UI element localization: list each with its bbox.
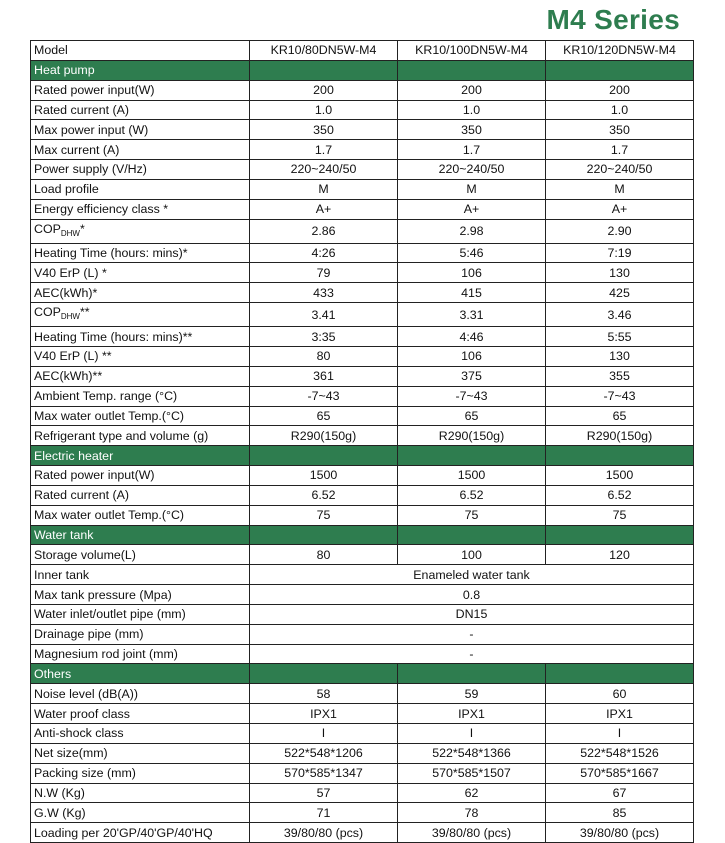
table-row [31, 783, 694, 803]
row-value: A+ [398, 199, 546, 219]
section-header-row [31, 664, 694, 684]
row-value: 570*585*1507 [398, 763, 546, 783]
row-value: 2.90 [546, 219, 694, 243]
row-value: 3:35 [250, 327, 398, 347]
row-label: Heating Time (hours: mins)* [31, 243, 250, 263]
row-label: Max water outlet Temp.(°C) [31, 505, 250, 525]
row-value: M [398, 179, 546, 199]
row-value: I [398, 724, 546, 744]
table-row [31, 120, 694, 140]
row-label-subscript: DHW [60, 228, 80, 238]
row-value: R290(150g) [250, 426, 398, 446]
row-value: A+ [546, 199, 694, 219]
table-row [31, 140, 694, 160]
table-row [31, 743, 694, 763]
row-label: V40 ErP (L) * [31, 263, 250, 283]
row-value: 350 [546, 120, 694, 140]
row-value: 71 [250, 803, 398, 823]
row-label-suffix: * [79, 221, 85, 236]
table-row [31, 80, 694, 100]
table-row [31, 263, 694, 283]
table-row [31, 179, 694, 199]
row-label-subscript: DHW [60, 312, 80, 322]
row-label: Storage volume(L) [31, 545, 250, 565]
row-value: 59 [398, 684, 546, 704]
row-value: 60 [546, 684, 694, 704]
row-value: 39/80/80 (pcs) [398, 823, 546, 843]
section-fill-cell [546, 60, 694, 80]
model-header-2: KR10/100DN5W-M4 [398, 41, 546, 61]
row-label: Load profile [31, 179, 250, 199]
row-value: 425 [546, 283, 694, 303]
row-value: 1.0 [250, 100, 398, 120]
row-value-merged: - [250, 644, 694, 664]
row-value-merged: DN15 [250, 604, 694, 624]
section-title: Heat pump [31, 60, 250, 80]
row-label: Net size(mm) [31, 743, 250, 763]
row-label: Max power input (W) [31, 120, 250, 140]
table-row [31, 386, 694, 406]
row-value: 1.0 [546, 100, 694, 120]
row-label: Rated power input(W) [31, 80, 250, 100]
row-value: 220~240/50 [398, 160, 546, 180]
row-value: 375 [398, 366, 546, 386]
row-value: 522*548*1526 [546, 743, 694, 763]
section-fill-cell [250, 446, 398, 466]
row-value: I [250, 724, 398, 744]
row-value: 5:46 [398, 243, 546, 263]
model-header-label: Model [31, 41, 250, 61]
table-row [31, 704, 694, 724]
row-value: 79 [250, 263, 398, 283]
row-label-suffix: ** [79, 305, 90, 320]
row-label: Inner tank [31, 565, 250, 585]
row-label-text: COP [34, 305, 61, 320]
row-value: -7~43 [398, 386, 546, 406]
section-fill-cell [250, 525, 398, 545]
section-fill-cell [546, 525, 694, 545]
row-value: 200 [250, 80, 398, 100]
row-label: Energy efficiency class * [31, 199, 250, 219]
row-value: R290(150g) [398, 426, 546, 446]
row-value: 1.7 [398, 140, 546, 160]
row-value: 1500 [398, 466, 546, 486]
row-value: 6.52 [398, 485, 546, 505]
section-fill-cell [546, 664, 694, 684]
row-label: AEC(kWh)** [31, 366, 250, 386]
row-label [31, 219, 250, 243]
row-label: Water proof class [31, 704, 250, 724]
table-row [31, 366, 694, 386]
row-label: Max tank pressure (Mpa) [31, 585, 250, 605]
section-title: Others [31, 664, 250, 684]
model-header-1: KR10/80DN5W-M4 [250, 41, 398, 61]
row-label: Drainage pipe (mm) [31, 624, 250, 644]
section-fill-cell [398, 525, 546, 545]
row-value: 39/80/80 (pcs) [250, 823, 398, 843]
row-value: 65 [250, 406, 398, 426]
model-header-3: KR10/120DN5W-M4 [546, 41, 694, 61]
row-value: -7~43 [546, 386, 694, 406]
spec-table-body [31, 41, 694, 843]
row-value: 78 [398, 803, 546, 823]
row-value: 5:55 [546, 327, 694, 347]
row-value: 62 [398, 783, 546, 803]
row-value: 522*548*1206 [250, 743, 398, 763]
row-value: 1.0 [398, 100, 546, 120]
row-value: 570*585*1347 [250, 763, 398, 783]
row-value: 4:26 [250, 243, 398, 263]
row-value: 75 [546, 505, 694, 525]
table-row [31, 243, 694, 263]
row-value: 200 [398, 80, 546, 100]
row-label: Anti-shock class [31, 724, 250, 744]
table-row [31, 100, 694, 120]
row-value: 200 [546, 80, 694, 100]
row-label [31, 303, 250, 327]
row-value: 3.31 [398, 303, 546, 327]
row-label: Refrigerant type and volume (g) [31, 426, 250, 446]
row-value: IPX1 [250, 704, 398, 724]
row-value-merged: - [250, 624, 694, 644]
row-value: 6.52 [546, 485, 694, 505]
row-label: Water inlet/outlet pipe (mm) [31, 604, 250, 624]
row-value: 350 [250, 120, 398, 140]
table-row [31, 823, 694, 843]
row-value: 65 [398, 406, 546, 426]
row-value: -7~43 [250, 386, 398, 406]
row-value: 4:46 [398, 327, 546, 347]
table-row [31, 485, 694, 505]
section-fill-cell [250, 60, 398, 80]
table-row [31, 303, 694, 327]
table-row [31, 724, 694, 744]
row-value: 220~240/50 [546, 160, 694, 180]
table-row [31, 545, 694, 565]
spec-table [30, 40, 694, 843]
table-row [31, 199, 694, 219]
row-label: G.W (Kg) [31, 803, 250, 823]
row-label: Heating Time (hours: mins)** [31, 327, 250, 347]
row-value: 3.41 [250, 303, 398, 327]
row-value: 350 [398, 120, 546, 140]
row-label: Rated power input(W) [31, 466, 250, 486]
row-value: IPX1 [546, 704, 694, 724]
row-value: 1.7 [546, 140, 694, 160]
row-label: Magnesium rod joint (mm) [31, 644, 250, 664]
row-label: Rated current (A) [31, 485, 250, 505]
table-row [31, 283, 694, 303]
table-row [31, 406, 694, 426]
row-value: A+ [250, 199, 398, 219]
table-row [31, 644, 694, 664]
row-value: 361 [250, 366, 398, 386]
row-value: 2.98 [398, 219, 546, 243]
row-value: 75 [250, 505, 398, 525]
table-row [31, 505, 694, 525]
row-value: 106 [398, 346, 546, 366]
row-label: Max water outlet Temp.(°C) [31, 406, 250, 426]
table-row [31, 624, 694, 644]
row-value: M [546, 179, 694, 199]
row-value: 130 [546, 346, 694, 366]
row-label: Noise level (dB(A)) [31, 684, 250, 704]
row-label: Ambient Temp. range (°C) [31, 386, 250, 406]
row-value: 58 [250, 684, 398, 704]
row-value: 1500 [546, 466, 694, 486]
section-header-row [31, 446, 694, 466]
table-row [31, 466, 694, 486]
section-title: Electric heater [31, 446, 250, 466]
row-value: 130 [546, 263, 694, 283]
table-row [31, 346, 694, 366]
table-row [31, 426, 694, 446]
section-fill-cell [398, 664, 546, 684]
row-value: 39/80/80 (pcs) [546, 823, 694, 843]
table-row [31, 327, 694, 347]
row-value: 6.52 [250, 485, 398, 505]
section-fill-cell [250, 664, 398, 684]
row-value: 120 [546, 545, 694, 565]
section-header-row [31, 525, 694, 545]
row-value: 7:19 [546, 243, 694, 263]
table-row [31, 160, 694, 180]
row-value: 433 [250, 283, 398, 303]
row-value-merged: 0.8 [250, 585, 694, 605]
table-row [31, 763, 694, 783]
row-value: 2.86 [250, 219, 398, 243]
row-value: 522*548*1366 [398, 743, 546, 763]
row-value: 1500 [250, 466, 398, 486]
table-row [31, 604, 694, 624]
table-row [31, 684, 694, 704]
row-value: 75 [398, 505, 546, 525]
row-label: N.W (Kg) [31, 783, 250, 803]
header-row [31, 41, 694, 61]
row-value: IPX1 [398, 704, 546, 724]
row-label: AEC(kWh)* [31, 283, 250, 303]
row-value: 57 [250, 783, 398, 803]
row-value: 3.46 [546, 303, 694, 327]
row-value: I [546, 724, 694, 744]
section-fill-cell [398, 60, 546, 80]
table-row [31, 219, 694, 243]
row-value: 106 [398, 263, 546, 283]
row-value: 80 [250, 346, 398, 366]
row-value: 570*585*1667 [546, 763, 694, 783]
row-value: 80 [250, 545, 398, 565]
row-label: Power supply (V/Hz) [31, 160, 250, 180]
row-value: 355 [546, 366, 694, 386]
row-label: Packing size (mm) [31, 763, 250, 783]
series-title: M4 Series [546, 4, 680, 35]
row-value: M [250, 179, 398, 199]
row-value: 85 [546, 803, 694, 823]
row-value: 415 [398, 283, 546, 303]
table-row [31, 803, 694, 823]
row-label: V40 ErP (L) ** [31, 346, 250, 366]
row-value-merged: Enameled water tank [250, 565, 694, 585]
row-value: 65 [546, 406, 694, 426]
row-value: 67 [546, 783, 694, 803]
row-label: Max current (A) [31, 140, 250, 160]
row-label-text: COP [34, 221, 61, 236]
row-value: 220~240/50 [250, 160, 398, 180]
section-fill-cell [398, 446, 546, 466]
section-title: Water tank [31, 525, 250, 545]
table-row [31, 585, 694, 605]
row-value: 100 [398, 545, 546, 565]
section-header-row [31, 60, 694, 80]
row-value: 1.7 [250, 140, 398, 160]
row-label: Loading per 20'GP/40'GP/40'HQ [31, 823, 250, 843]
table-row [31, 565, 694, 585]
row-value: R290(150g) [546, 426, 694, 446]
section-fill-cell [546, 446, 694, 466]
row-label: Rated current (A) [31, 100, 250, 120]
